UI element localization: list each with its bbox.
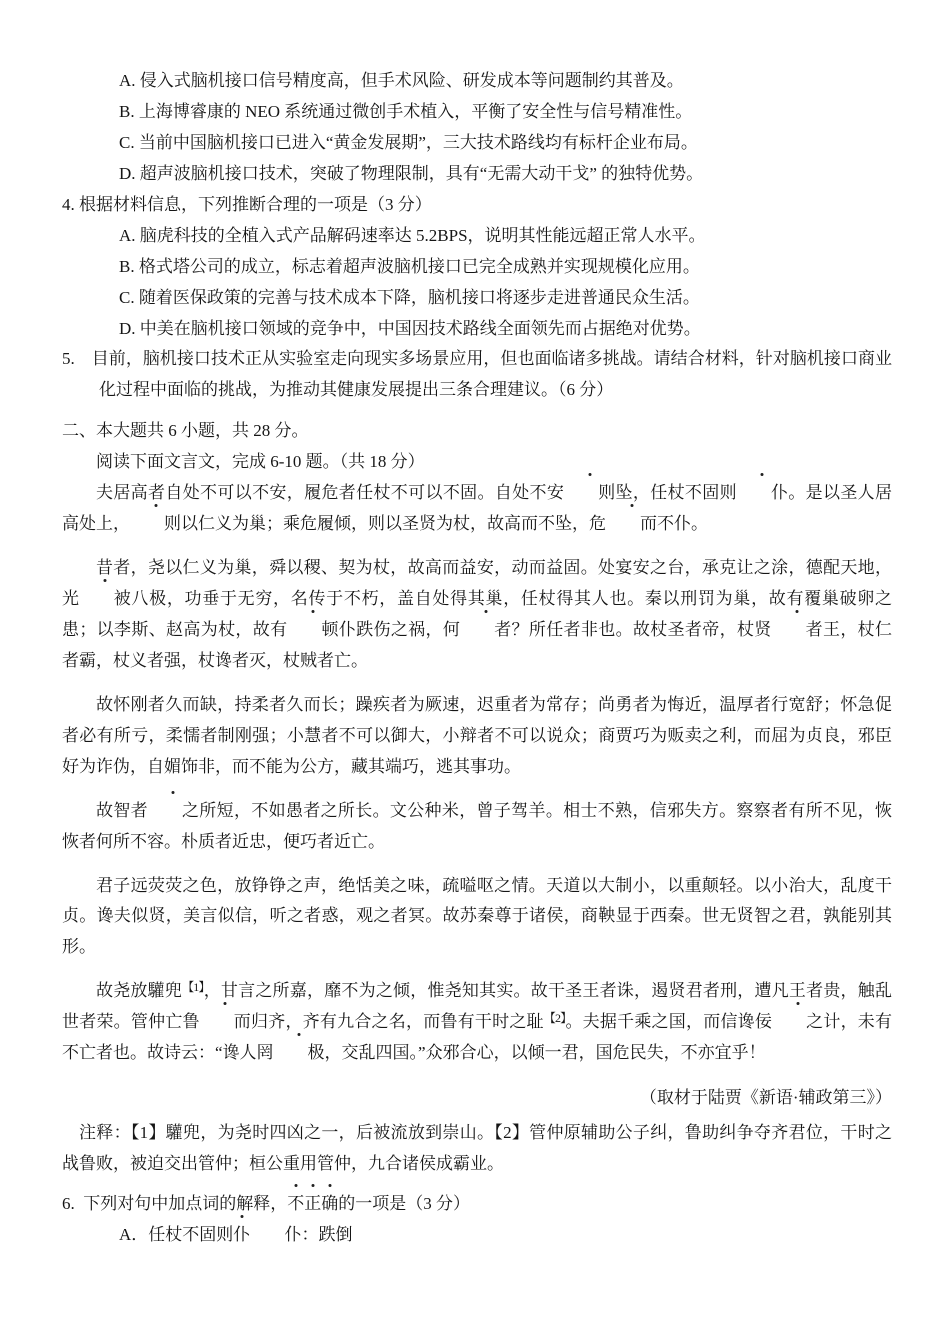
- q3-option-a: A. 侵入式脑机接口信号精度高，但手术风险、研发成本等问题制约其普及。: [119, 71, 684, 90]
- q4-option-b: B. 格式塔公司的成立，标志着超声波脑机接口已完全成熟并实现规模化应用。: [119, 256, 700, 276]
- question3-options-block: [62, 66, 892, 190]
- section2-reading-intro: 阅读下面文言文，完成 6-10 题。（共 18 分）: [96, 452, 425, 472]
- q6-option-a-phrase: A．任杖不固则仆: [119, 1225, 250, 1244]
- classical-paragraph-4: 故智者 之所短，不如愚者之所长。文公种米，曾子驾羊。相士不熟，信邪失方。察察者有所不见，恢恢者何所不容。朴质者近忠，便巧者近亡。: [62, 796, 892, 858]
- classical-paragraph-1: 夫居高者自处不可以不安，履危者任杖不可以不固。自处不安 则坠，任杖不固则 仆。是以圣人居高处上， 则以仁义为巢；乘危履倾，则以圣贤为杖，故高而不坠，危 而不仆。: [62, 478, 892, 540]
- question4-block: [62, 190, 892, 345]
- q5-stem: 5. 目前，脑机接口技术正从实验室走向现实多场景应用，但也面临诸多挑战。请结合材料，针对脑机接口商业化过程中面临的挑战，为推动其健康发展提出三条合理建议。（6 分）: [62, 349, 892, 400]
- q6-option-a: [62, 1220, 892, 1251]
- q4-option-c: C. 随着医保政策的完善与技术成本下降，脑机接口将逐步走进普通民众生活。: [119, 287, 700, 307]
- q3-option-d: D. 超声波脑机接口技术，突破了物理限制，具有“无需大动干戈” 的独特优势。: [119, 163, 704, 183]
- classical-paragraph-2: 昔者，尧以仁义为巢，舜以稷、契为杖，故高而益安，动而益固。处宴安之台，承克让之涂，德配天地，光 被八极，功垂于无穷，名传于不朽，盖自处得其巢，任杖得其人也。秦以刑罚为巢，故有覆巢破卵之患；以李斯、赵高为杖，故有 顿仆跌伤之祸，何 者？所任者非也。故杖圣者帝，杖贤 者王，杖仁者霸，杖义者强，杖谗者灭，杖贼者亡。: [62, 558, 893, 670]
- section2-heading: 二、本大题共 6 小题，共 28 分。: [62, 421, 309, 441]
- classical-paragraph-3: 故怀刚者久而缺，持柔者久而长；躁疾者为厥速，迟重者为常存；尚勇者为悔近，温厚者行宽舒；怀急促者必有所亏，柔懦者制刚强；小慧者不可以御大，小辩者不可以说众；商贾巧为贩卖之利，而屈为贞良，邪臣好为诈伪，自媚饰非，而不能为公方，藏其端巧，逃其事功。: [62, 694, 892, 776]
- classical-paragraph-5: 君子远荧荧之色，放铮铮之声，绝恬美之味，疏嗌呕之情。天道以大制小，以重颠轻。以小治大，乱度干贞。谗夫似贤，美言似信，听之者惑，观之者冥。故苏秦尊于诸侯，商鞅显于西秦。世无贤智之君，孰能别其形。: [62, 875, 892, 957]
- q3-option-c: C. 当前中国脑机接口已进入“黄金发展期”，三大技术路线均有标杆企业布局。: [119, 132, 698, 152]
- q6-option-a-gloss: 仆：跌倒: [284, 1224, 353, 1244]
- q4-option-d: D. 中美在脑机接口领域的竞争中，中国因技术路线全面领先而占据绝对优势。: [119, 318, 701, 338]
- source-attribution: （取材于陆贾《新语·辅政第三》）: [639, 1088, 892, 1108]
- q4-option-a: A. 脑虎科技的全植入式产品解码速率达 5.2BPS，说明其性能远超正常人水平。: [119, 225, 706, 245]
- footnotes: 注释：【1】驩兜，为尧时四凶之一，后被流放到崇山。【2】管仲原辅助公子纠，鲁助纠争夺齐君位，干时之战鲁败，被迫交出管仲；桓公重用管仲，九合诸侯成霸业。: [62, 1123, 892, 1173]
- question6-block: [62, 1189, 892, 1251]
- q3-option-b: B. 上海博睿康的 NEO 系统通过微创手术植入，平衡了安全性与信号精准性。: [119, 101, 693, 121]
- classical-text: [62, 478, 892, 1069]
- q4-stem: 4. 根据材料信息，下列推断合理的一项是（3 分）: [62, 194, 432, 214]
- q6-stem: 6. 下列对句中加点词的解释，不正确的一项是（3 分）: [62, 1189, 892, 1220]
- classical-paragraph-6: 故尧放驩兜$^{【1】}$，甘言之所嘉，靡不为之倾，惟尧知其实。故干圣王者诛，遏贤君者刑，遭凡王者贵，触乱世者荣。管仲亡鲁 而归齐，齐有九合之名，而鲁有干时之耻$^{【2】}$。夫据千乘之国，而信谗佞 之计，未有不亡者也。故诗云：“谗人罔 极，交乱四国。”众邪合心，以倾一君，国危民失，不亦宜乎！: [62, 976, 892, 1069]
